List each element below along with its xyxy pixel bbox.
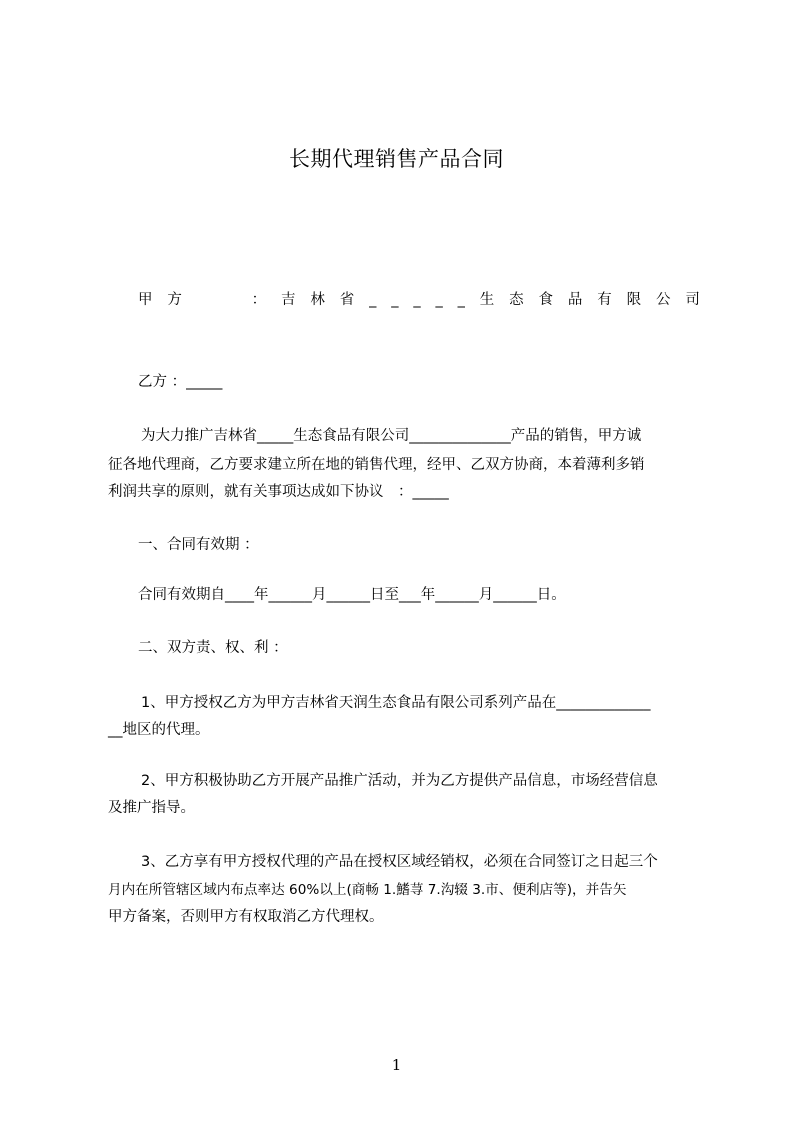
section-1-body: 合同有效期自____年______月______日至___年______月______日。 <box>138 587 566 603</box>
party-b-line: 乙方 ：_____ <box>138 374 223 390</box>
party-a-value-char: 司 <box>685 292 700 308</box>
item-1-line-2: __地区的代理。 <box>108 722 210 738</box>
party-a-value-char: 态 <box>509 292 524 308</box>
party-a-value-char: _ <box>391 292 399 308</box>
party-a-colon: ： <box>251 292 267 308</box>
item-3-line-1: 3、乙方享有甲方授权代理的产品在授权区域经销权，必须在合同签订之日起三个 <box>141 854 658 870</box>
section-2-heading: 二、双方责、权、利 ： <box>138 640 288 656</box>
party-a-value-char: 林 <box>310 292 325 308</box>
party-a-value-char: 生 <box>479 292 495 308</box>
intro-line-1: 为大力推广吉林省_____生态食品有限公司______________产品的销售，甲方诚 <box>141 428 642 444</box>
party-a-value-char: _ <box>369 292 377 308</box>
party-a-label-char: 甲 <box>138 292 153 308</box>
party-a-value-char: _ <box>435 292 443 308</box>
party-a-value-char: 省 <box>339 292 355 308</box>
party-a-value-char: _ <box>413 292 421 308</box>
spacer <box>197 290 237 310</box>
page-number: 1 <box>391 1056 402 1074</box>
item-3-line-3: 甲方备案，否则甲方有权取消乙方代理权。 <box>108 909 384 925</box>
party-a-line <box>138 290 700 310</box>
party-a-value-char: _ <box>457 292 465 308</box>
item-3-line-2: 月内在所管辖区域内布点率达 60%以上(商畅 1.鰭荨 7.沟辍 3.市、便利店等)，并告矢 <box>108 882 627 898</box>
item-2-line-2: 及推广指导。 <box>108 800 195 816</box>
party-a-value-char: 吉 <box>281 292 296 308</box>
contract-title: 长期代理销售产品合同 <box>289 147 504 171</box>
party-a-value-char: 公 <box>656 292 671 308</box>
party-a-value-char: 品 <box>567 292 583 308</box>
party-a-value-char: 有 <box>597 292 612 308</box>
party-a-value-char: 限 <box>626 292 642 308</box>
item-1-line-1: 1、甲方授权乙方为甲方吉林省天润生态食品有限公司系列产品在_____________ <box>141 695 651 711</box>
party-a-value-char: 食 <box>538 292 553 308</box>
item-2-line-1: 2、甲方积极协助乙方开展产品推广活动，并为乙方提供产品信息，市场经营信息 <box>141 773 658 789</box>
intro-line-3: 利润共享的原则，就有关事项达成如下协议 ：_____ <box>108 484 449 500</box>
party-a-label-char: 方 <box>167 292 182 308</box>
section-1-heading: 一、合同有效期 ： <box>138 537 259 553</box>
intro-line-2: 征各地代理商，乙方要求建立所在地的销售代理，经甲、乙双方协商，本着薄利多销 <box>108 457 645 473</box>
